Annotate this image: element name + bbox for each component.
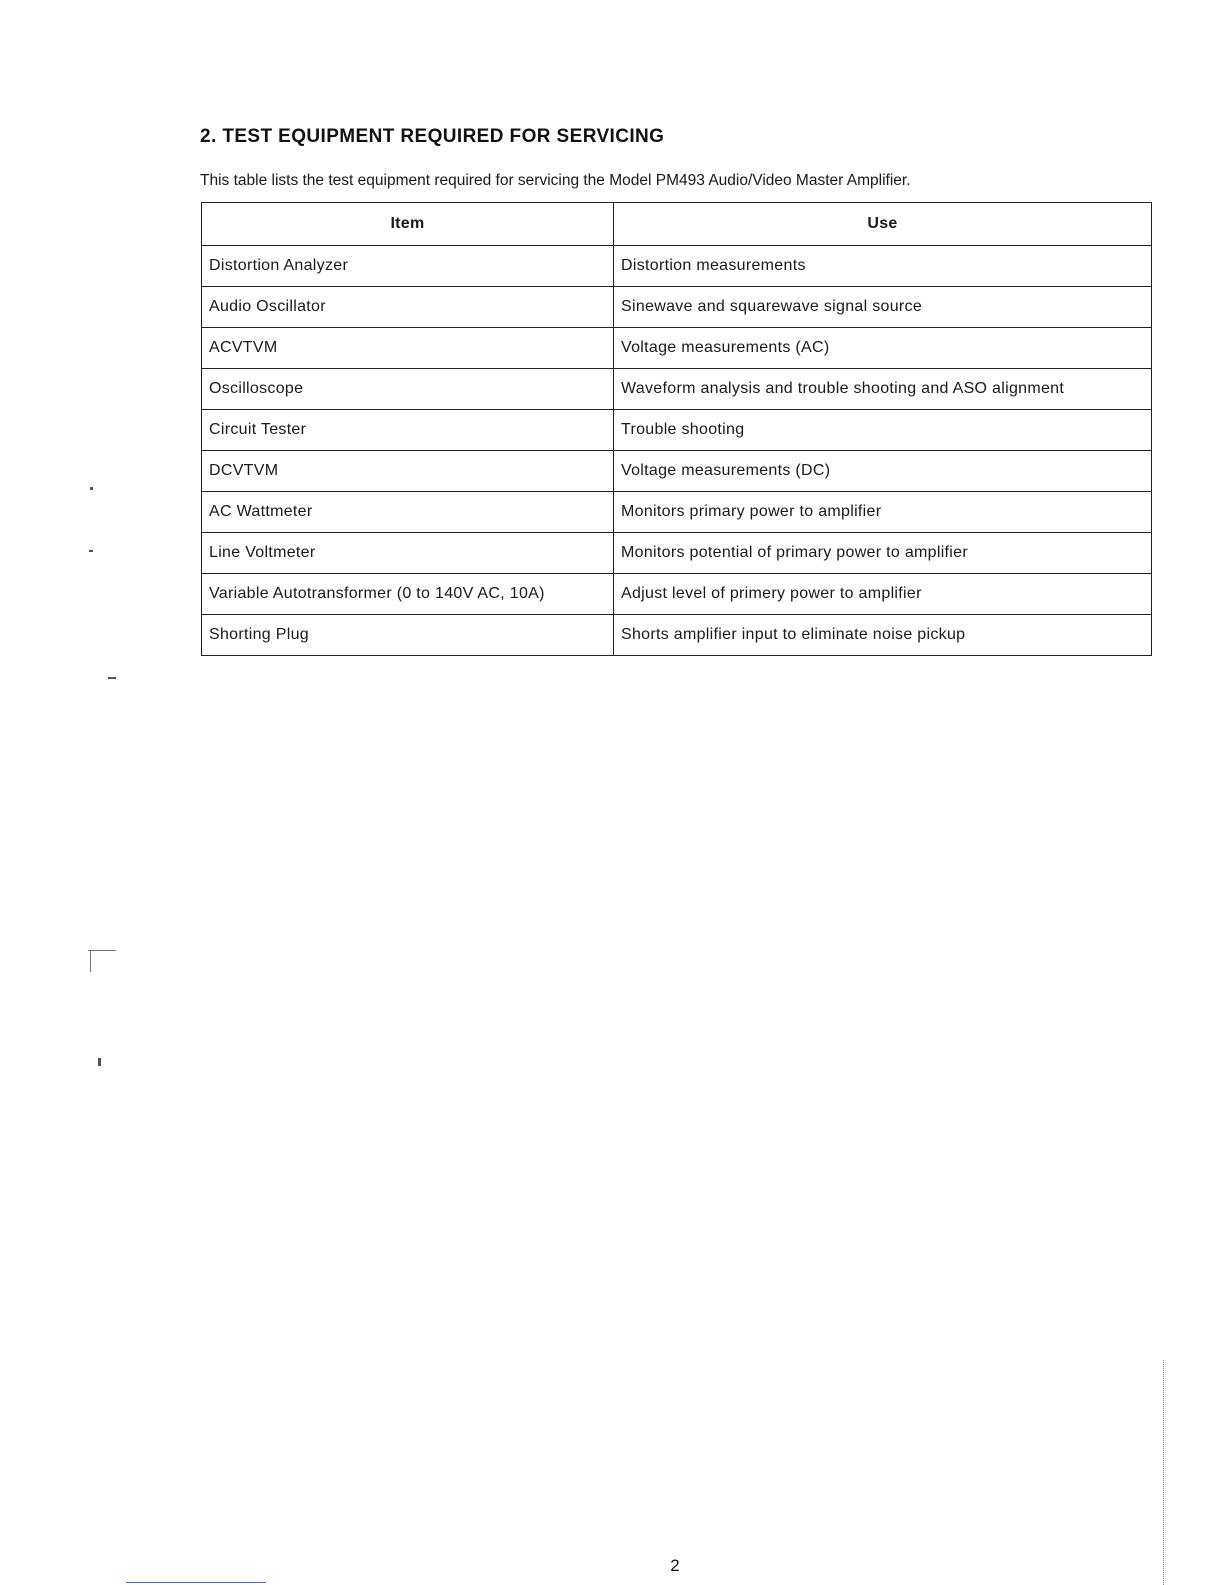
item-cell: Shorting Plug: [202, 615, 614, 656]
use-cell: Trouble shooting: [614, 410, 1152, 451]
table-row: [202, 287, 1152, 328]
item-cell: Line Voltmeter: [202, 533, 614, 574]
table-row: [202, 451, 1152, 492]
page-number: 2: [670, 1556, 680, 1575]
scan-edge-line: [1163, 1360, 1165, 1585]
item-cell: DCVTVM: [202, 451, 614, 492]
scan-mark: [108, 677, 116, 679]
scan-mark: [90, 950, 91, 972]
use-cell: Monitors potential of primary power to amplifier: [614, 533, 1152, 574]
use-cell: Voltage measurements (AC): [614, 328, 1152, 369]
use-cell: Sinewave and squarewave signal source: [614, 287, 1152, 328]
item-cell: Distortion Analyzer: [202, 246, 614, 287]
table-row: [202, 615, 1152, 656]
use-cell: Shorts amplifier input to eliminate noise pickup: [614, 615, 1152, 656]
item-cell: Variable Autotransformer (0 to 140V AC, 10A): [202, 574, 614, 615]
table-row: [202, 533, 1152, 574]
scan-edge-line: [126, 1582, 266, 1583]
use-cell: Adjust level of primery power to amplifier: [614, 574, 1152, 615]
table-row: [202, 369, 1152, 410]
intro-paragraph: This table lists the test equipment required for servicing the Model PM493 Audio/Video Master Amplifier.: [200, 172, 911, 189]
scan-mark: [88, 950, 116, 951]
scan-mark: [89, 550, 93, 552]
table-row: [202, 410, 1152, 451]
use-cell: Monitors primary power to amplifier: [614, 492, 1152, 533]
item-cell: Audio Oscillator: [202, 287, 614, 328]
scan-mark: [90, 487, 93, 490]
item-cell: AC Wattmeter: [202, 492, 614, 533]
use-cell: Distortion measurements: [614, 246, 1152, 287]
use-cell: Waveform analysis and trouble shooting and ASO alignment: [614, 369, 1152, 410]
table-row: [202, 246, 1152, 287]
test-equipment-table: [201, 202, 1152, 656]
use-cell: Voltage measurements (DC): [614, 451, 1152, 492]
table-row: [202, 328, 1152, 369]
table-row: [202, 492, 1152, 533]
section-heading: 2. TEST EQUIPMENT REQUIRED FOR SERVICING: [200, 126, 665, 147]
scan-mark: [98, 1058, 101, 1066]
item-cell: ACVTVM: [202, 328, 614, 369]
item-cell: Oscilloscope: [202, 369, 614, 410]
table-header-row: [202, 203, 1152, 246]
table-row: [202, 574, 1152, 615]
item-cell: Circuit Tester: [202, 410, 614, 451]
item-column-header: Item: [202, 203, 614, 246]
use-column-header: Use: [614, 203, 1152, 246]
